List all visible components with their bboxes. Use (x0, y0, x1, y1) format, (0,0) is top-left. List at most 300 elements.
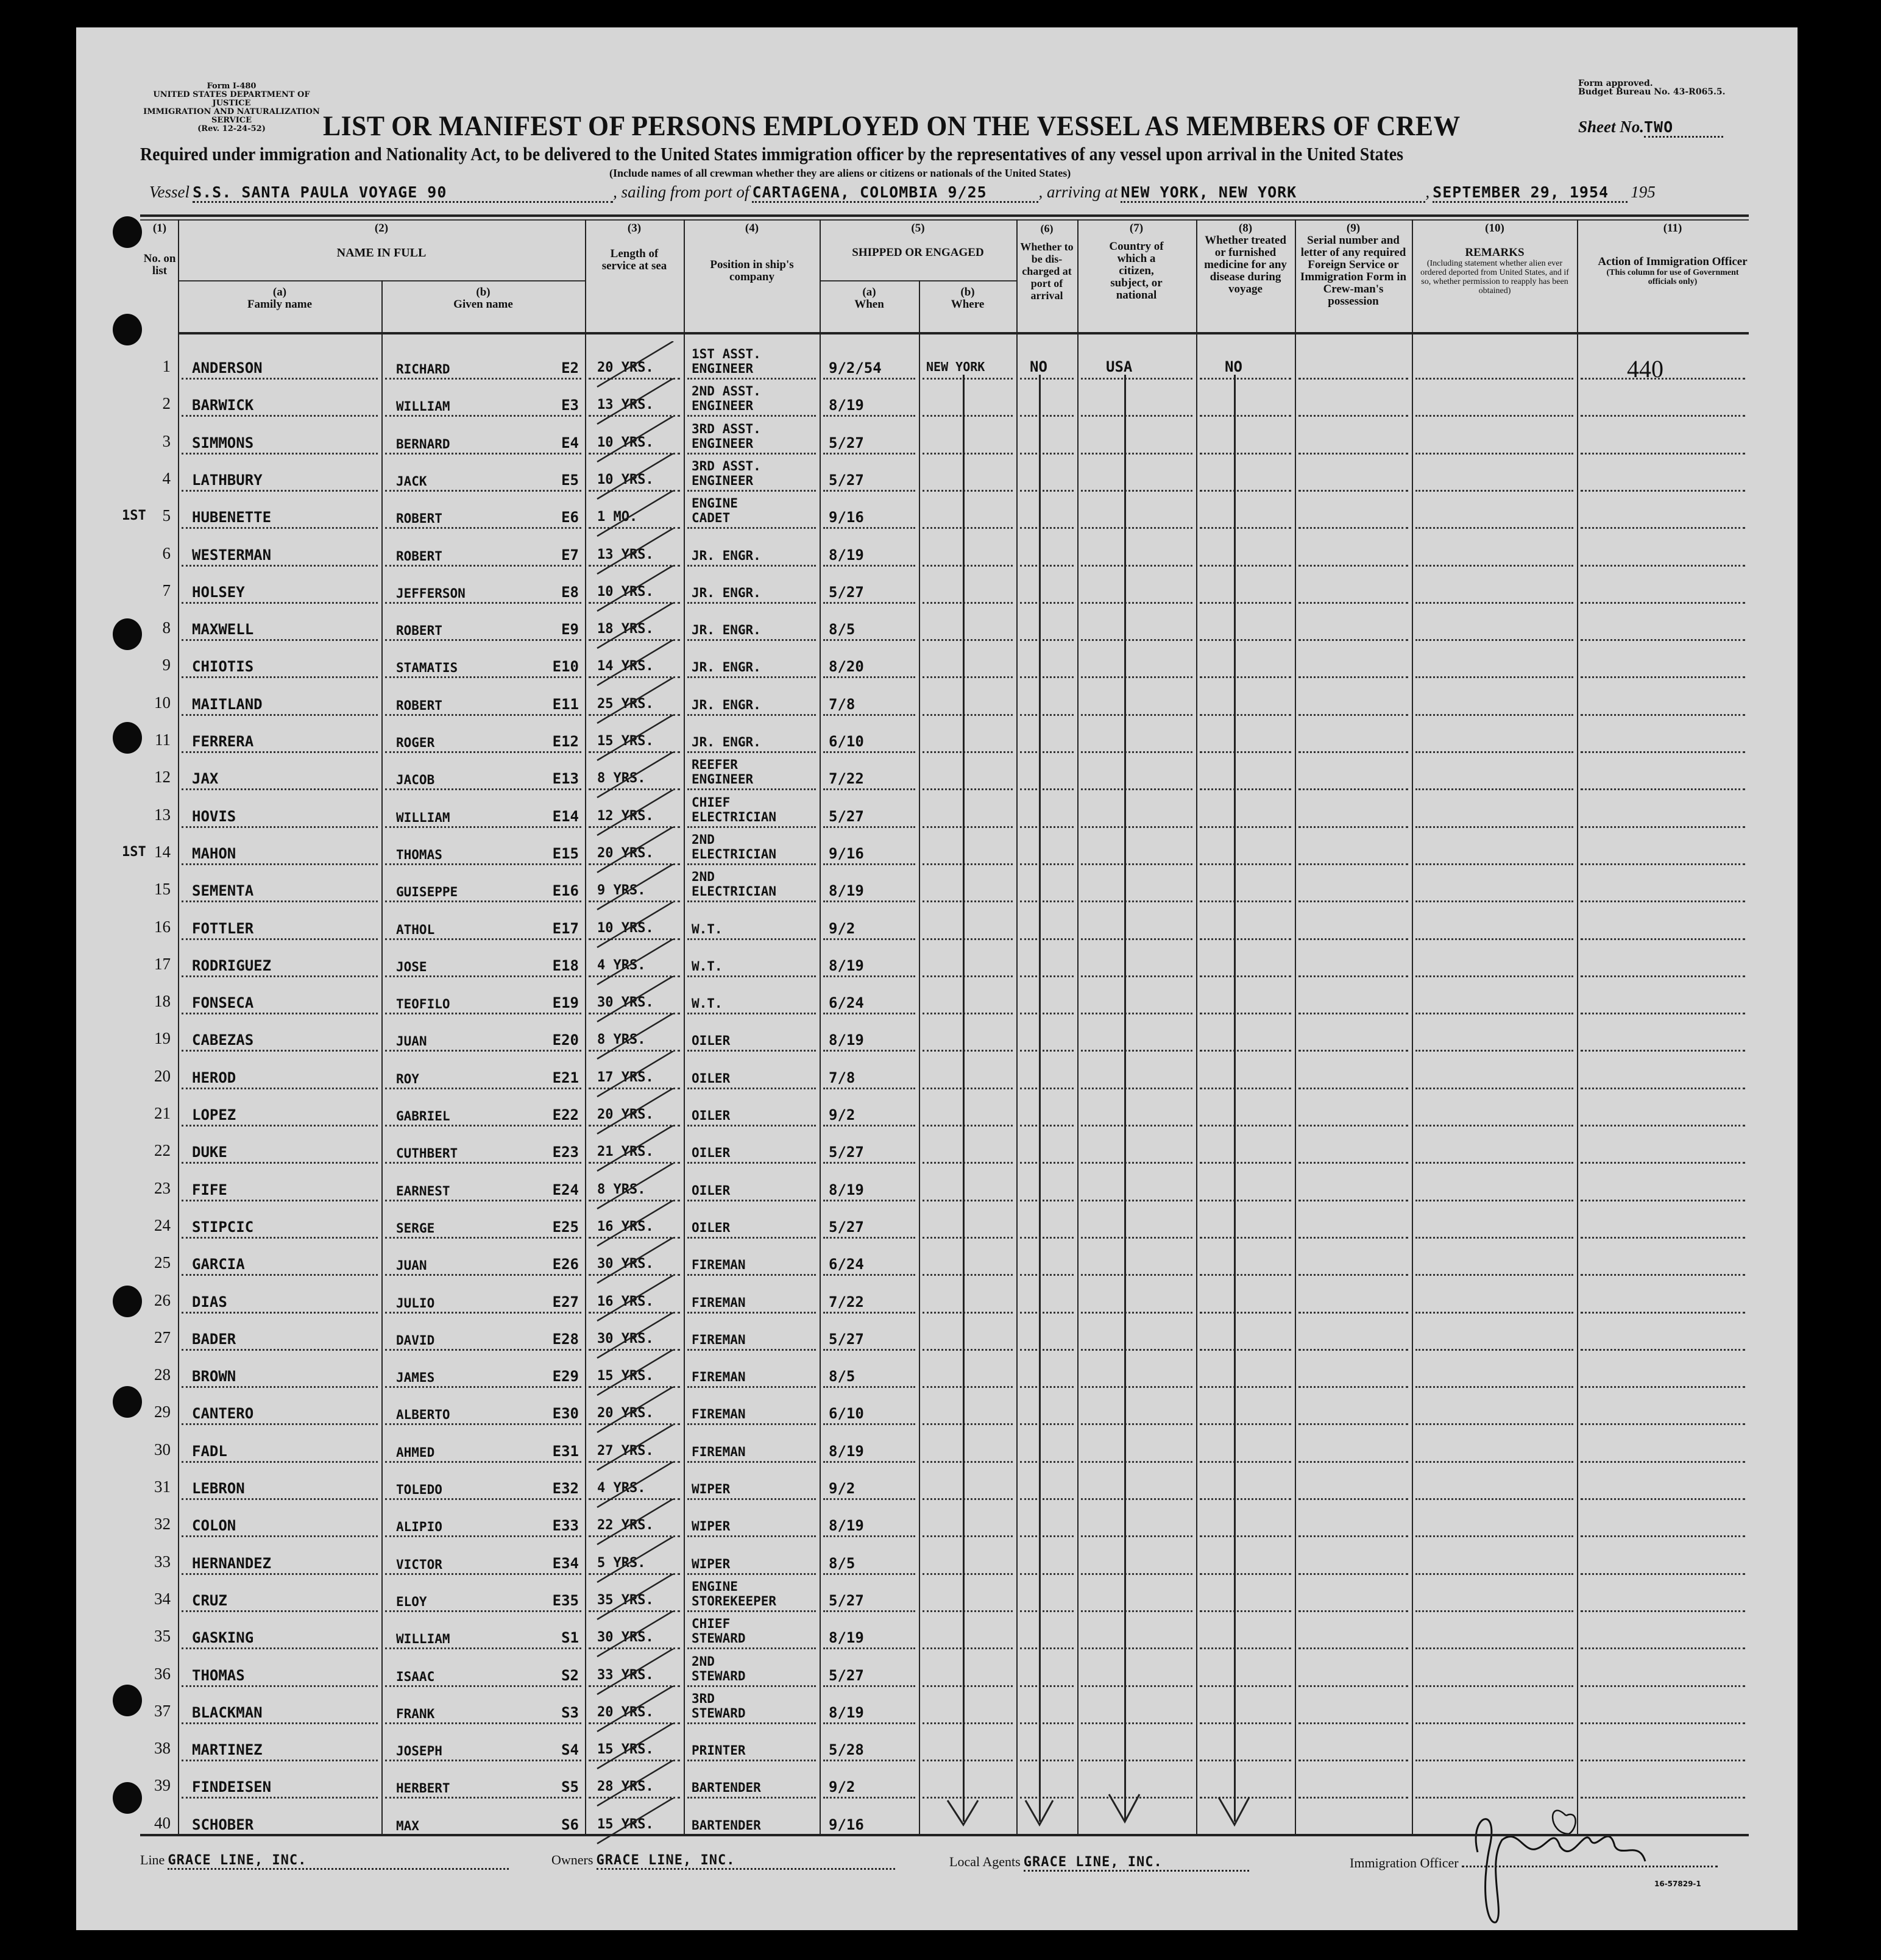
family-name: LATHBURY (192, 471, 263, 489)
row-number: 28 (154, 1365, 171, 1384)
length-of-service: 5 YRS. (597, 1555, 646, 1571)
given-name: ROBERT (396, 698, 442, 713)
shipped-when: 5/27 (829, 1591, 864, 1609)
given-name: EARNEST (396, 1183, 450, 1198)
position-line-2: FIREMAN (692, 1370, 746, 1385)
family-name: STIPCIC (192, 1218, 254, 1236)
shipped-when: 8/5 (829, 621, 855, 639)
shipped-when: 8/19 (829, 1442, 864, 1460)
given-name: VICTOR (396, 1557, 442, 1572)
col-number-label: (3) (627, 222, 642, 235)
length-of-service: 17 YRS. (597, 1069, 654, 1085)
length-of-service: 33 YRS. (597, 1667, 654, 1683)
crew-code: E33 (552, 1517, 579, 1535)
length-of-service: 10 YRS. (597, 920, 654, 936)
owners-value: GRACE LINE, INC. (597, 1853, 895, 1870)
position-line-2: STEWARD (692, 1705, 746, 1721)
length-of-service: 15 YRS. (597, 1368, 654, 1384)
crew-code: E2 (561, 359, 579, 377)
shipped-when: 7/22 (829, 1293, 864, 1311)
col-title: When (854, 298, 884, 311)
crew-code: E24 (552, 1181, 579, 1198)
family-name: CANTERO (192, 1405, 254, 1423)
crew-code: E6 (561, 509, 579, 526)
family-name: LEBRON (192, 1480, 245, 1497)
shipped-when: 8/19 (829, 1629, 864, 1647)
shipped-when: 6/24 (829, 994, 864, 1012)
officer-label: Immigration Officer (1350, 1855, 1459, 1870)
length-of-service: 15 YRS. (597, 1816, 654, 1832)
footer-agents (949, 1854, 1249, 1872)
position-line-2: JR. ENGR. (692, 623, 761, 638)
length-of-service: 4 YRS. (597, 1481, 646, 1496)
crew-code: E19 (552, 994, 579, 1012)
crew-code: S3 (561, 1704, 579, 1721)
row-number: 6 (162, 543, 171, 562)
length-of-service: 20 YRS. (597, 1406, 654, 1421)
length-of-service: 15 YRS. (597, 734, 654, 749)
col-number-label: (1) (152, 222, 167, 235)
approval-line: Form approved. (1578, 79, 1653, 88)
position-line-2: STOREKEEPER (692, 1593, 777, 1608)
family-name: GARCIA (192, 1256, 245, 1273)
length-of-service: 20 YRS. (597, 1107, 654, 1122)
line-value: GRACE LINE, INC. (168, 1853, 509, 1870)
crew-code: E30 (552, 1405, 579, 1423)
position-line-2: W.T. (692, 996, 723, 1011)
family-name: SCHOBER (192, 1816, 254, 1833)
position-line-2: OILER (692, 1033, 731, 1049)
position-line-1: 2ND (692, 1654, 715, 1669)
shipped-when: 6/10 (829, 1405, 864, 1423)
col-title: Given name (453, 298, 513, 311)
family-name: CRUZ (192, 1591, 227, 1609)
row-number: 38 (154, 1739, 171, 1758)
position-line-1: 2ND (692, 869, 715, 885)
family-name: BADER (192, 1330, 236, 1348)
crew-code: E15 (552, 844, 579, 862)
shipped-when: 7/22 (829, 770, 864, 788)
position-line-2: FIREMAN (692, 1407, 746, 1422)
sheet-value: TWO (1644, 118, 1723, 138)
length-of-service: 30 YRS. (597, 1331, 654, 1346)
family-name: SEMENTA (192, 882, 254, 900)
given-name: ISAAC (396, 1669, 435, 1684)
form-subtitle: Required under immigration and Nationality Act, to be delivered to the United States immigration officer by the representatives of any vessel upon arrival in the United States (140, 143, 1404, 165)
col-number-label: (7) (1129, 222, 1144, 235)
discharged-value: NO (1030, 358, 1047, 375)
given-name: TEOFILO (396, 997, 450, 1012)
shipped-when: 5/27 (829, 1218, 864, 1236)
shipped-when: 5/27 (829, 807, 864, 825)
length-of-service: 21 YRS. (597, 1144, 654, 1160)
shipped-when: 7/8 (829, 1069, 855, 1086)
shipped-when: 9/2/54 (829, 359, 882, 377)
family-name: HERNANDEZ (192, 1554, 272, 1572)
given-name: FRANK (396, 1706, 435, 1721)
arrowhead-icon (1026, 1800, 1053, 1825)
position-line-1: ENGINE (692, 496, 738, 511)
position-line-2: FIREMAN (692, 1444, 746, 1459)
shipped-when: 8/19 (829, 957, 864, 974)
position-line-1: ENGINE (692, 1579, 738, 1594)
margin-note: 1ST (122, 844, 146, 860)
length-of-service: 20 YRS. (597, 1704, 654, 1720)
col-title: NAME IN FULL (336, 246, 427, 260)
position-line-1: CHIEF (692, 1616, 731, 1632)
position-line-2: ENGINEER (692, 398, 754, 414)
row-number: 33 (154, 1552, 171, 1571)
family-name: MAXWELL (192, 621, 254, 639)
col-number-label: (a) (862, 286, 876, 299)
row-number: 1 (162, 357, 171, 375)
family-name: GASKING (192, 1629, 254, 1647)
crew-code: E8 (561, 583, 579, 601)
given-name: JOSE (396, 959, 427, 974)
crew-code: E13 (552, 770, 579, 788)
col-number-label: (6) (1040, 222, 1054, 235)
col-subtitle: (Including statement whether alien ever ordered deported from United States, and if so, whether permission to reapply has been obtained) (1420, 259, 1569, 295)
given-name: JACOB (396, 773, 435, 788)
crew-code: S5 (561, 1778, 579, 1796)
length-of-service: 15 YRS. (597, 1742, 654, 1758)
position-line-2: OILER (692, 1220, 731, 1235)
family-name: HEROD (192, 1069, 236, 1086)
position-line-2: OILER (692, 1070, 731, 1086)
position-line-2: CADET (692, 511, 731, 526)
col-title: Whether to be dis-charged at port of arrival (1020, 241, 1074, 302)
position-line-2: ELECTRICIAN (692, 884, 777, 899)
family-name: LOPEZ (192, 1106, 236, 1123)
position-line-2: JR. ENGR. (692, 697, 761, 712)
voyage-line: Vessel S.S. SANTA PAULA VOYAGE 90 , sailing from port of CARTAGENA, COLOMBIA 9/25 , arriving at NEW YORK, NEW YORK , SEPTEMBER 29, 1954 195 (149, 183, 1656, 203)
crew-code: E5 (561, 471, 579, 489)
position-line-1: 3RD ASST. (692, 458, 761, 473)
year-suffix: 195 (1631, 183, 1656, 201)
length-of-service: 10 YRS. (597, 434, 654, 450)
row-number: 21 (154, 1104, 171, 1122)
crew-code: E16 (552, 882, 579, 900)
position-line-2: ENGINEER (692, 473, 754, 488)
table-bottom-rule (140, 1834, 1749, 1836)
crew-code: E27 (552, 1293, 579, 1311)
row-number: 24 (154, 1215, 171, 1234)
shipped-when: 9/2 (829, 919, 855, 937)
col-number-label: (10) (1485, 222, 1504, 235)
sheet-label: Sheet No. (1578, 118, 1644, 136)
family-name: BLACKMAN (192, 1704, 263, 1721)
row-number: 20 (154, 1066, 171, 1085)
row-number: 37 (154, 1701, 171, 1720)
crew-code: E12 (552, 733, 579, 750)
family-name: DIAS (192, 1293, 227, 1311)
shipped-when: 8/19 (829, 397, 864, 414)
length-of-service: 10 YRS. (597, 472, 654, 487)
shipped-when: 8/20 (829, 658, 864, 676)
shipped-when: 9/2 (829, 1106, 855, 1123)
given-name: RICHARD (396, 362, 450, 377)
crew-code: E29 (552, 1368, 579, 1385)
row-number: 3 (162, 431, 171, 450)
given-name: JAMES (396, 1370, 435, 1385)
row-number: 7 (162, 581, 171, 600)
page-title: LIST OR MANIFEST OF PERSONS EMPLOYED ON THE VESSEL AS MEMBERS OF CREW (323, 110, 1461, 142)
shipped-when: 8/19 (829, 1181, 864, 1198)
length-of-service: 8 YRS. (597, 771, 646, 787)
crew-code: S2 (561, 1666, 579, 1684)
position-line-2: WIPER (692, 1482, 731, 1496)
crew-code: E4 (561, 434, 579, 451)
length-of-service: 16 YRS. (597, 1293, 654, 1309)
given-name: JACK (396, 473, 427, 489)
revision-date: (Rev. 12-24-52) (197, 124, 266, 133)
length-of-service: 12 YRS. (597, 808, 654, 824)
given-name: ROBERT (396, 623, 442, 639)
row-number: 31 (154, 1477, 171, 1496)
position-line-2: WIPER (692, 1519, 731, 1534)
footer-line (140, 1852, 509, 1870)
position-line-2: BARTENDER (692, 1817, 761, 1833)
row-number: 15 (154, 880, 171, 899)
officer-signature-line (1462, 1866, 1718, 1867)
position-line-2: WIPER (692, 1556, 731, 1571)
row-number: 17 (154, 954, 171, 973)
crew-code: E34 (552, 1554, 579, 1572)
family-name: CABEZAS (192, 1031, 254, 1049)
length-of-service: 8 YRS. (597, 1181, 646, 1197)
given-name: STAMATIS (396, 660, 458, 676)
position-line-1: 2ND (692, 832, 715, 847)
row-number: 18 (154, 992, 171, 1011)
footer-owners (551, 1852, 895, 1870)
length-of-service: 4 YRS. (597, 957, 646, 973)
footer-officer (1350, 1855, 1718, 1871)
crew-code: S1 (561, 1629, 579, 1647)
arriving-port-value: NEW YORK, NEW YORK (1121, 183, 1425, 203)
shipped-when: 5/27 (829, 1144, 864, 1161)
given-name: TOLEDO (396, 1482, 442, 1497)
arriving-label: , arriving at (1038, 183, 1118, 201)
col-number-label: (8) (1238, 222, 1253, 235)
family-name: RODRIGUEZ (192, 957, 272, 974)
family-name: HUBENETTE (192, 509, 272, 526)
col-number-label: (a) (272, 286, 287, 299)
vessel-value: S.S. SANTA PAULA VOYAGE 90 (193, 183, 613, 203)
given-name: MAX (396, 1818, 419, 1833)
line-label: Line (140, 1852, 165, 1867)
row-number: 19 (154, 1029, 171, 1048)
given-name: ROBERT (396, 548, 442, 564)
shipped-when: 9/16 (829, 844, 864, 862)
given-name: WILLIAM (396, 1632, 450, 1647)
given-name: JULIO (396, 1295, 435, 1311)
shipped-when: 7/8 (829, 695, 855, 713)
position-line-2: W.T. (692, 958, 723, 974)
length-of-service: 20 YRS. (597, 845, 654, 861)
given-name: GUISEPPE (396, 885, 458, 900)
shipped-when: 5/28 (829, 1741, 864, 1759)
position-line-1: CHIEF (692, 794, 731, 810)
shipped-when: 5/27 (829, 1666, 864, 1684)
shipped-when: 9/2 (829, 1480, 855, 1497)
shipped-when: 8/19 (829, 546, 864, 564)
family-name: BARWICK (192, 397, 254, 414)
length-of-service: 35 YRS. (597, 1592, 654, 1608)
row-number: 27 (154, 1328, 171, 1346)
vessel-label: Vessel (149, 183, 190, 201)
position-line-1: 2ND ASST. (692, 384, 761, 399)
col-title: Position in ship's company (710, 258, 794, 283)
col-number-label: (4) (745, 222, 759, 235)
shipped-when: 8/19 (829, 1031, 864, 1049)
shipped-when: 8/19 (829, 882, 864, 900)
row-number: 14 (154, 842, 171, 861)
col-title: Where (951, 298, 985, 311)
given-name: CUTHBERT (396, 1146, 458, 1161)
position-line-2: PRINTER (692, 1743, 746, 1758)
shipped-when: 6/10 (829, 733, 864, 750)
shipped-when: 9/16 (829, 509, 864, 526)
arrowhead-icon (948, 1800, 978, 1825)
arrowhead-icon (1109, 1794, 1139, 1822)
crew-code: E20 (552, 1031, 579, 1049)
position-line-2: W.T. (692, 921, 723, 936)
country-value: USA (1106, 358, 1133, 375)
row-number: 12 (154, 768, 171, 787)
row-number: 10 (154, 693, 171, 712)
position-line-2: ELECTRICIAN (692, 809, 777, 824)
row-number: 30 (154, 1440, 171, 1459)
family-name: JAX (192, 770, 219, 788)
given-name: ROY (396, 1071, 419, 1086)
row-number: 22 (154, 1141, 171, 1160)
length-of-service: 14 YRS. (597, 659, 654, 674)
col-subtitle: (This column for use of Government officials only) (1606, 268, 1739, 286)
position-line-2: FIREMAN (692, 1332, 746, 1347)
position-line-1: 3RD (692, 1691, 715, 1706)
length-of-service: 13 YRS. (597, 547, 654, 562)
margin-note: 1ST (122, 508, 146, 524)
family-name: CHIOTIS (192, 658, 254, 676)
officer-action-value: 440 (1627, 355, 1663, 383)
service-name: IMMIGRATION AND NATURALIZATION SERVICE (143, 107, 320, 125)
row-number: 40 (154, 1813, 171, 1832)
row-number: 2 (162, 394, 171, 413)
shipped-when: 8/5 (829, 1554, 855, 1572)
family-name: ANDERSON (192, 359, 263, 377)
crew-code: E11 (552, 695, 579, 713)
length-of-service: 1 MO. (597, 509, 638, 525)
col-number-label: (2) (374, 222, 389, 235)
row-number: 39 (154, 1776, 171, 1795)
row-number: 29 (154, 1403, 171, 1421)
row-number: 4 (162, 469, 171, 487)
length-of-service: 16 YRS. (597, 1219, 654, 1234)
col-title: Family name (247, 298, 313, 311)
shipped-when: 9/2 (829, 1778, 855, 1796)
crew-code: E22 (552, 1106, 579, 1123)
shipped-when: 5/27 (829, 434, 864, 451)
crew-code: E26 (552, 1256, 579, 1273)
given-name: HERBERT (396, 1781, 450, 1796)
row-number: 5 (162, 506, 171, 525)
position-line-2: STEWARD (692, 1631, 746, 1646)
agents-label: Local Agents (949, 1854, 1021, 1869)
position-line-2: OILER (692, 1145, 731, 1161)
row-number: 11 (155, 731, 171, 749)
position-line-2: JR. ENGR. (692, 585, 761, 600)
position-line-1: 1ST ASST. (692, 347, 761, 361)
col-number-label: (9) (1346, 222, 1361, 235)
position-line-2: FIREMAN (692, 1295, 746, 1310)
family-name: FIFE (192, 1181, 227, 1198)
crew-code: E21 (552, 1069, 579, 1086)
owners-label: Owners (551, 1852, 593, 1867)
row-number: 16 (154, 917, 171, 936)
position-line-2: STEWARD (692, 1668, 746, 1683)
row-number: 9 (162, 656, 171, 674)
crew-code: E28 (552, 1330, 579, 1348)
length-of-service: 27 YRS. (597, 1443, 654, 1459)
given-name: ALIPIO (396, 1520, 442, 1535)
given-name: JUAN (396, 1258, 427, 1273)
crew-code: E14 (552, 807, 579, 825)
position-line-2: BARTENDER (692, 1780, 761, 1795)
department-name: UNITED STATES DEPARTMENT OF JUSTICE (153, 90, 310, 108)
given-name: JOSEPH (396, 1744, 442, 1759)
row-number: 26 (154, 1290, 171, 1309)
family-name: FINDEISEN (192, 1778, 272, 1796)
arrival-date-value: SEPTEMBER 29, 1954 (1433, 183, 1628, 203)
col-title: Action of Immigration Officer (1598, 255, 1748, 268)
position-line-2: JR. ENGR. (692, 660, 761, 675)
family-name: MAHON (192, 844, 236, 862)
position-line-2: OILER (692, 1108, 731, 1123)
row-number: 34 (154, 1589, 171, 1608)
shipped-when: 8/19 (829, 1704, 864, 1721)
family-name: WESTERMAN (192, 546, 272, 564)
given-name: BERNARD (396, 436, 450, 451)
shipped-when: 8/5 (829, 1368, 855, 1385)
col-title: Serial number and letter of any required Foreign Service or Immigration Form in Crew-man's possession (1300, 234, 1407, 308)
col-title: REMARKS (1465, 246, 1525, 259)
form-number: Form I-480 (207, 82, 257, 91)
given-name: GABRIEL (396, 1109, 450, 1123)
family-name: DUKE (192, 1144, 227, 1161)
family-name: SIMMONS (192, 434, 254, 451)
family-name: MARTINEZ (192, 1741, 263, 1759)
given-name: DAVID (396, 1332, 435, 1348)
crew-code: E23 (552, 1144, 579, 1161)
length-of-service: 30 YRS. (597, 1256, 654, 1272)
crew-code: E3 (561, 397, 579, 414)
shipped-when: 9/16 (829, 1816, 864, 1833)
length-of-service: 18 YRS. (597, 621, 654, 637)
agents-value: GRACE LINE, INC. (1024, 1855, 1249, 1872)
crew-code: E17 (552, 919, 579, 937)
family-name: THOMAS (192, 1666, 245, 1684)
family-name: FOTTLER (192, 919, 254, 937)
position-line-2: OILER (692, 1183, 731, 1198)
given-name: ROGER (396, 735, 435, 750)
given-name: JUAN (396, 1034, 427, 1049)
crew-code: E25 (552, 1218, 579, 1236)
position-line-2: ENGINEER (692, 772, 754, 787)
family-name: BROWN (192, 1368, 236, 1385)
family-name: HOVIS (192, 807, 236, 825)
shipped-when: 5/27 (829, 583, 864, 601)
col-title: Length of service at sea (601, 247, 667, 272)
